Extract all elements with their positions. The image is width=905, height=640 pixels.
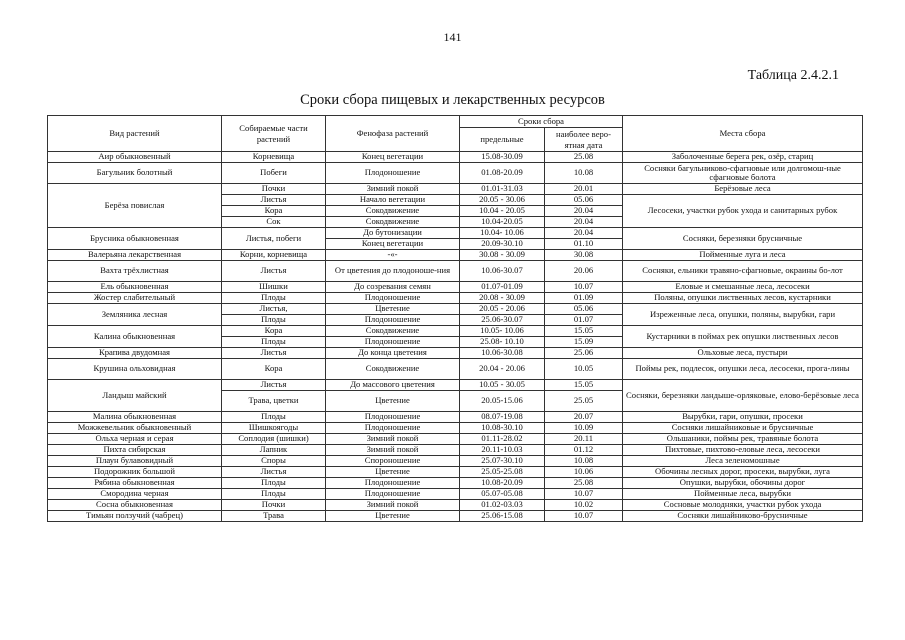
header-phenophase: Фенофаза растений <box>326 116 460 152</box>
table-cell: Кора <box>222 359 326 380</box>
table-cell: 10.06 <box>545 467 623 478</box>
table-cell: Сосняки, березняки брусничные <box>623 228 863 250</box>
table-cell: Корневища <box>222 152 326 163</box>
table-cell: Зимний покой <box>326 184 460 195</box>
table-cell: 25.06-30.07 <box>460 315 545 326</box>
table-cell: Плодоношение <box>326 293 460 304</box>
table-cell: Соплодия (шишки) <box>222 434 326 445</box>
table-cell: Крапива двудомная <box>48 348 222 359</box>
table-cell: Леса зеленомошные <box>623 456 863 467</box>
table-cell: Листья <box>222 261 326 282</box>
table-cell: Багульник болотный <box>48 163 222 184</box>
table-row <box>48 184 863 195</box>
table-cell: 08.07-19.08 <box>460 412 545 423</box>
table-cell: Сосна обыкновенная <box>48 500 222 511</box>
table-cell: Калина обыкновенная <box>48 326 222 348</box>
table-cell: До бутонизации <box>326 228 460 239</box>
table-cell: 20.06 <box>545 261 623 282</box>
table-cell: Спороношение <box>326 456 460 467</box>
table-cell: 10.04- 10.06 <box>460 228 545 239</box>
table-cell: Ольшаники, поймы рек, травяные болота <box>623 434 863 445</box>
table-cell: Вырубки, гари, опушки, просеки <box>623 412 863 423</box>
table-cell: Споры <box>222 456 326 467</box>
table-cell: Еловые и смешанные леса, лесосеки <box>623 282 863 293</box>
table-cell: Земляника лесная <box>48 304 222 326</box>
table-cell: Сосняки, березняки ландыше-орляковые, елово-берёзовые леса <box>623 380 863 412</box>
header-limit: предельные <box>460 128 545 152</box>
table-cell: Поймы рек, подлесок, опушки леса, лесосеки, прога-лины <box>623 359 863 380</box>
table-row <box>48 434 863 445</box>
header-terms: Сроки сбора <box>460 116 623 128</box>
table-cell: 25.08 <box>545 478 623 489</box>
table-cell: Брусника обыкновенная <box>48 228 222 250</box>
table-cell: Шишкоягоды <box>222 423 326 434</box>
table-cell: До массового цветения <box>326 380 460 391</box>
table-cell: Пихта сибирская <box>48 445 222 456</box>
table-cell: Плодоношение <box>326 315 460 326</box>
table-row <box>48 423 863 434</box>
table-cell: Валерьяна лекарственная <box>48 250 222 261</box>
table-cell: Цветение <box>326 511 460 522</box>
table-row <box>48 412 863 423</box>
table-cell: 20.09-30.10 <box>460 239 545 250</box>
table-cell: 10.08-30.10 <box>460 423 545 434</box>
table-cell: Плоды <box>222 337 326 348</box>
table-cell: 01.01-31.03 <box>460 184 545 195</box>
table-cell: Трава, цветки <box>222 391 326 412</box>
table-row <box>48 445 863 456</box>
table-cell: Сокодвижение <box>326 217 460 228</box>
table-cell: Сосновые молодняки, участки рубок ухода <box>623 500 863 511</box>
table-cell: Крушина ольховидная <box>48 359 222 380</box>
table-row <box>48 163 863 184</box>
table-cell: 20.05 - 20.06 <box>460 304 545 315</box>
table-row <box>48 359 863 380</box>
table-cell: 20.01 <box>545 184 623 195</box>
table-cell: Листья <box>222 380 326 391</box>
table-cell: 10.07 <box>545 511 623 522</box>
table-cell: Ландыш майский <box>48 380 222 412</box>
table-cell: Сосняки багульниково-сфагновые или долгомош-ные сфагновые болота <box>623 163 863 184</box>
table-cell: Сосняки, ельники травяно-сфагновые, окраины бо-лот <box>623 261 863 282</box>
header-parts: Собираемые части растений <box>222 116 326 152</box>
table-cell: Плодоношение <box>326 478 460 489</box>
table-cell: 10.08-20.09 <box>460 478 545 489</box>
table-cell: Плодоношение <box>326 412 460 423</box>
table-cell: Кора <box>222 326 326 337</box>
table-cell: Опушки, вырубки, обочины дорог <box>623 478 863 489</box>
table-cell: Зимний покой <box>326 434 460 445</box>
table-cell: 01.07 <box>545 315 623 326</box>
table-cell: Лапник <box>222 445 326 456</box>
table-cell: Почки <box>222 500 326 511</box>
table-row <box>48 511 863 522</box>
table-cell: 20.11 <box>545 434 623 445</box>
table-cell: 15.05 <box>545 326 623 337</box>
table-cell: 20.04 - 20.06 <box>460 359 545 380</box>
table-cell: Корни, корневища <box>222 250 326 261</box>
table-cell: 01.09 <box>545 293 623 304</box>
table-cell: 30.08 <box>545 250 623 261</box>
table-row <box>48 467 863 478</box>
table-row <box>48 261 863 282</box>
table-cell: 10.08 <box>545 163 623 184</box>
table-cell: Плодоношение <box>326 337 460 348</box>
table-row <box>48 348 863 359</box>
table-cell: Сокодвижение <box>326 326 460 337</box>
table-cell: Сок <box>222 217 326 228</box>
table-cell: От цветения до плодоноше-ния <box>326 261 460 282</box>
table-cell: Лесосеки, участки рубок ухода и санитарных рубок <box>623 195 863 228</box>
table-row <box>48 456 863 467</box>
table-cell: Плоды <box>222 293 326 304</box>
header-species: Вид растений <box>48 116 222 152</box>
table-cell: Плоды <box>222 315 326 326</box>
table-cell: 10.07 <box>545 282 623 293</box>
table-cell: 25.08 <box>545 152 623 163</box>
table-cell: Сокодвижение <box>326 359 460 380</box>
table-cell: Заболоченные берега рек, озёр, стариц <box>623 152 863 163</box>
table-cell: Кора <box>222 206 326 217</box>
table-row <box>48 293 863 304</box>
table-cell: 05.06 <box>545 195 623 206</box>
table-cell: Можжевельник обыкновенный <box>48 423 222 434</box>
table-cell: Цветение <box>326 304 460 315</box>
table-cell: 25.05 <box>545 391 623 412</box>
table-cell: Подорожник большой <box>48 467 222 478</box>
table-cell: -«- <box>326 250 460 261</box>
table-cell: 20.08 - 30.09 <box>460 293 545 304</box>
table-cell: 05.06 <box>545 304 623 315</box>
table-row <box>48 152 863 163</box>
table-cell: Листья <box>222 467 326 478</box>
table-cell: 01.10 <box>545 239 623 250</box>
table-row <box>48 250 863 261</box>
table-cell: 01.11-28.02 <box>460 434 545 445</box>
table-cell: Конец вегетации <box>326 152 460 163</box>
table-cell: Трава <box>222 511 326 522</box>
table-cell: Плодоношение <box>326 163 460 184</box>
table-cell: Листья, <box>222 304 326 315</box>
table-cell: 10.05 - 30.05 <box>460 380 545 391</box>
table-cell: 20.04 <box>545 217 623 228</box>
table-cell: Пихтовые, пихтово-еловые леса, лесосеки <box>623 445 863 456</box>
table-cell: 30.08 - 30.09 <box>460 250 545 261</box>
table-cell: 01.12 <box>545 445 623 456</box>
table-cell: Шишки <box>222 282 326 293</box>
table-cell: Обочины лесных дорог, просеки, вырубки, луга <box>623 467 863 478</box>
table-cell: Цветение <box>326 467 460 478</box>
table-cell: 15.08-30.09 <box>460 152 545 163</box>
table-cell: 10.07 <box>545 489 623 500</box>
table-cell: Листья, побеги <box>222 228 326 250</box>
table-cell: Плодоношение <box>326 489 460 500</box>
table-cell: До созревания семян <box>326 282 460 293</box>
table-cell: Тимьян ползучий (чабрец) <box>48 511 222 522</box>
table-cell: Плоды <box>222 412 326 423</box>
table-cell: Пойменные леса, вырубки <box>623 489 863 500</box>
table-cell: Жостер слабительный <box>48 293 222 304</box>
table-cell: Берёза повислая <box>48 184 222 228</box>
table-cell: 10.05 <box>545 359 623 380</box>
table-cell: Вахта трёхлистная <box>48 261 222 282</box>
table-cell: 05.07-05.08 <box>460 489 545 500</box>
table-cell: 01.02-03.03 <box>460 500 545 511</box>
table-cell: Берёзовые леса <box>623 184 863 195</box>
table-cell: Рябина обыкновенная <box>48 478 222 489</box>
table-cell: Ель обыкновенная <box>48 282 222 293</box>
table-cell: Листья <box>222 348 326 359</box>
table-cell: Смородина черная <box>48 489 222 500</box>
header-probable: наиболее веро-ятная дата <box>545 128 623 152</box>
table-cell: 20.04 <box>545 206 623 217</box>
table-cell: Сосняки лишайниковые и брусничные <box>623 423 863 434</box>
table-cell: Начало вегетации <box>326 195 460 206</box>
table-cell: Аир обыкновенный <box>48 152 222 163</box>
table-cell: Сокодвижение <box>326 206 460 217</box>
table-cell: 25.06 <box>545 348 623 359</box>
table-cell: Сосняки лишайниково-брусничные <box>623 511 863 522</box>
table-cell: 10.09 <box>545 423 623 434</box>
table-cell: До конца цветения <box>326 348 460 359</box>
table-cell: 01.08-20.09 <box>460 163 545 184</box>
table-cell: 10.06-30.08 <box>460 348 545 359</box>
table-label: Таблица 2.4.2.1 <box>747 68 839 83</box>
table-cell: Плаун булавовидный <box>48 456 222 467</box>
table-row <box>48 304 863 315</box>
table-cell: 25.07-30.10 <box>460 456 545 467</box>
table-cell: Побеги <box>222 163 326 184</box>
table-cell: Пойменные луга и леса <box>623 250 863 261</box>
table-cell: 15.05 <box>545 380 623 391</box>
table-cell: 15.09 <box>545 337 623 348</box>
header-places: Места сбора <box>623 116 863 152</box>
table-cell: Плоды <box>222 478 326 489</box>
table-cell: 10.05- 10.06 <box>460 326 545 337</box>
table-cell: 10.02 <box>545 500 623 511</box>
table-cell: Цветение <box>326 391 460 412</box>
table-cell: Конец вегетации <box>326 239 460 250</box>
table-cell: Зимний покой <box>326 500 460 511</box>
table-row <box>48 478 863 489</box>
page-title: Сроки сбора пищевых и лекарственных ресурсов <box>300 92 605 108</box>
table-cell: 01.07-01.09 <box>460 282 545 293</box>
table-cell: 20.04 <box>545 228 623 239</box>
table-cell: Ольховые леса, пустыри <box>623 348 863 359</box>
table-cell: 10.06-30.07 <box>460 261 545 282</box>
table-cell: Изреженные леса, опушки, поляны, вырубки, гари <box>623 304 863 326</box>
table-cell: 10.08 <box>545 456 623 467</box>
table-cell: Поляны, опушки лиственных лесов, кустарники <box>623 293 863 304</box>
table-cell: 25.08- 10.10 <box>460 337 545 348</box>
table-cell: Малина обыкновенная <box>48 412 222 423</box>
table-row <box>48 282 863 293</box>
table-cell: Плоды <box>222 489 326 500</box>
table-cell: Кустарники в поймах рек опушки лиственных лесов <box>623 326 863 348</box>
resources-table <box>47 115 863 522</box>
table-cell: 10.04-20.05 <box>460 217 545 228</box>
table-row <box>48 228 863 239</box>
table-cell: 20.11-10.03 <box>460 445 545 456</box>
table-cell: Листья <box>222 195 326 206</box>
table-row <box>48 489 863 500</box>
table-body <box>48 152 863 522</box>
table-cell: 20.05-15.06 <box>460 391 545 412</box>
table-cell: Зимний покой <box>326 445 460 456</box>
table-cell: Плодоношение <box>326 423 460 434</box>
table-cell: 20.07 <box>545 412 623 423</box>
table-row <box>48 380 863 391</box>
table-row <box>48 500 863 511</box>
table-cell: 20.05 - 30.06 <box>460 195 545 206</box>
table-cell: 25.05-25.08 <box>460 467 545 478</box>
table-cell: 10.04 - 20.05 <box>460 206 545 217</box>
page-number: 141 <box>443 30 462 44</box>
table-row <box>48 326 863 337</box>
table-cell: Почки <box>222 184 326 195</box>
table-cell: 25.06-15.08 <box>460 511 545 522</box>
table-cell: Ольха черная и серая <box>48 434 222 445</box>
